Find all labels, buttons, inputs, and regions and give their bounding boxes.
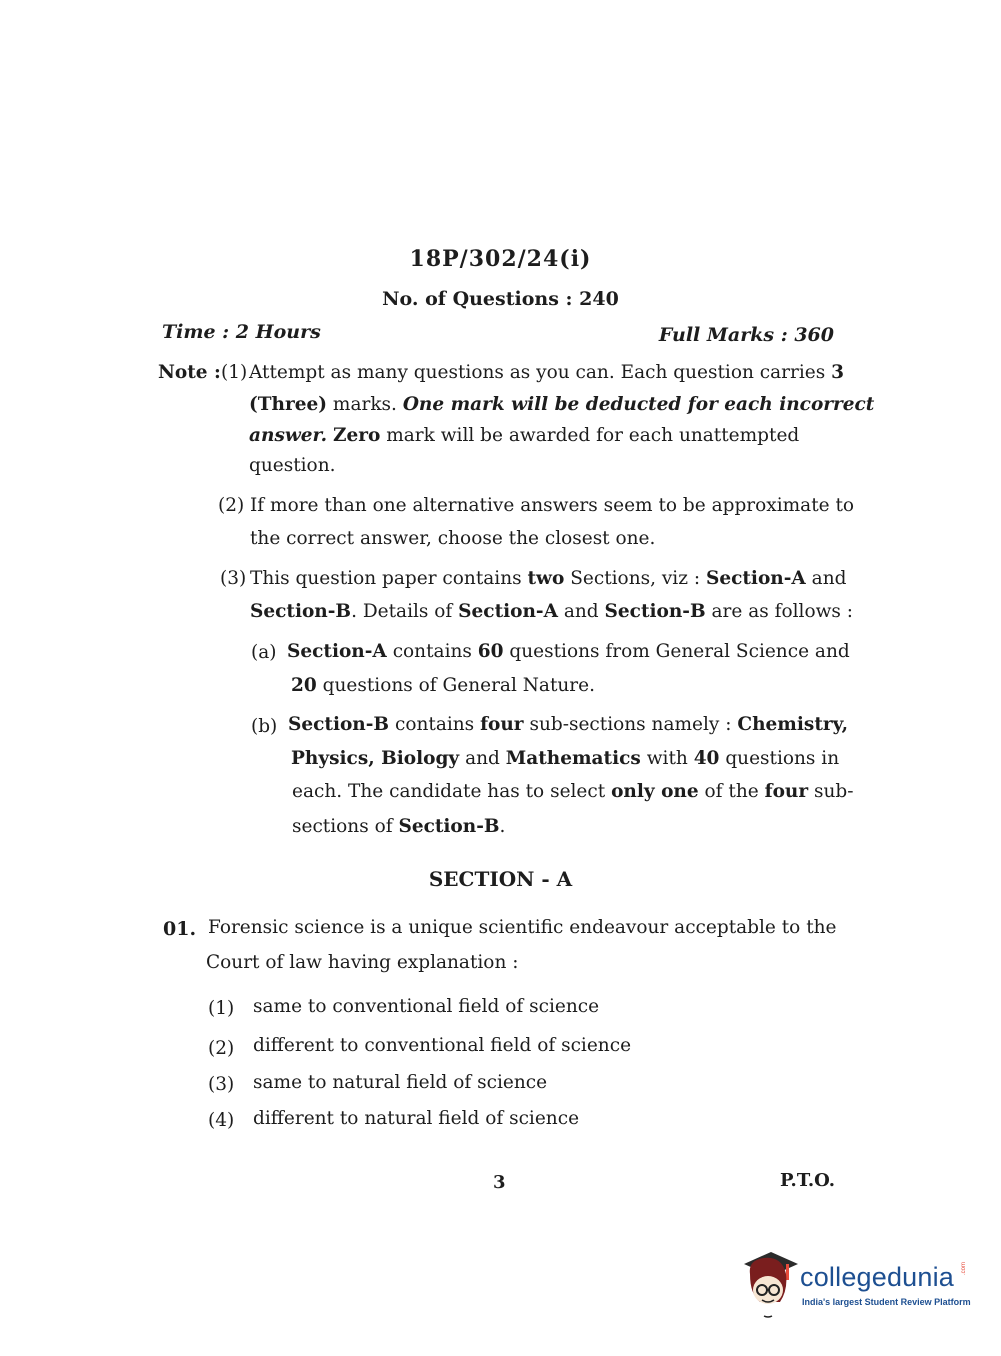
note-1-line-4: question. [249, 455, 336, 476]
collegedunia-logo-text: collegedunia [800, 1262, 955, 1292]
page-number: 3 [493, 1172, 506, 1193]
question-text-line-1: Forensic science is a unique scientific endeavour acceptable to the [208, 917, 837, 938]
note-2-line-1: If more than one alternative answers seem to be approximate to [250, 495, 855, 516]
question-text-line-2: Court of law having explanation : [206, 952, 519, 973]
note-b-line-1: Section-B contains four sub-sections namely : Chemistry, [288, 714, 849, 735]
option-1-number: (1) [208, 998, 235, 1019]
note-1-line-2: (Three) marks. One mark will be deducted for each incorrect [249, 394, 875, 415]
note-1-number: (1) [221, 362, 248, 383]
note-label: Note : [158, 362, 221, 383]
note-a-line-1: Section-A contains 60 questions from General Science and [287, 641, 850, 662]
collegedunia-mascot-icon [742, 1250, 800, 1320]
paper-code: 18P/302/24(i) [409, 246, 592, 272]
full-marks: Full Marks : 360 [658, 324, 834, 346]
note-3-line-2: Section-B. Details of Section-A and Section-B are as follows : [250, 601, 854, 622]
section-heading: SECTION - A [428, 867, 573, 891]
note-b-number: (b) [251, 716, 278, 737]
option-4-number: (4) [208, 1110, 235, 1131]
note-2-line-2: the correct answer, choose the closest one. [250, 528, 656, 549]
note-3-line-1: This question paper contains two Sections, viz : Section-A and [250, 568, 847, 589]
note-3-number: (3) [220, 568, 247, 589]
time-allowed: Time : 2 Hours [162, 321, 321, 343]
option-4-text: different to natural field of science [253, 1108, 580, 1129]
number-of-questions: No. of Questions : 240 [382, 288, 619, 310]
question-number: 01. [163, 918, 197, 940]
note-2-number: (2) [218, 495, 245, 516]
option-2-text: different to conventional field of science [253, 1035, 632, 1056]
note-b-line-2: Physics, Biology and Mathematics with 40 questions in [291, 748, 840, 769]
note-b-line-3: each. The candidate has to select only one of the four sub- [292, 781, 854, 802]
option-1-text: same to conventional field of science [253, 996, 600, 1017]
collegedunia-tagline: India's largest Student Review Platform [802, 1297, 971, 1307]
pto-label: P.T.O. [780, 1170, 836, 1191]
note-a-number: (a) [251, 642, 277, 663]
note-1-line-3: answer. Zero mark will be awarded for each unattempted [249, 425, 800, 446]
option-3-text: same to natural field of science [253, 1072, 548, 1093]
collegedunia-logo-com: .com [961, 1261, 967, 1275]
note-b-line-4: sections of Section-B. [292, 816, 506, 837]
option-3-number: (3) [208, 1074, 235, 1095]
note-1-line-1: Attempt as many questions as you can. Each question carries 3 [249, 362, 844, 383]
note-a-line-2: 20 questions of General Nature. [291, 675, 595, 696]
option-2-number: (2) [208, 1038, 235, 1059]
